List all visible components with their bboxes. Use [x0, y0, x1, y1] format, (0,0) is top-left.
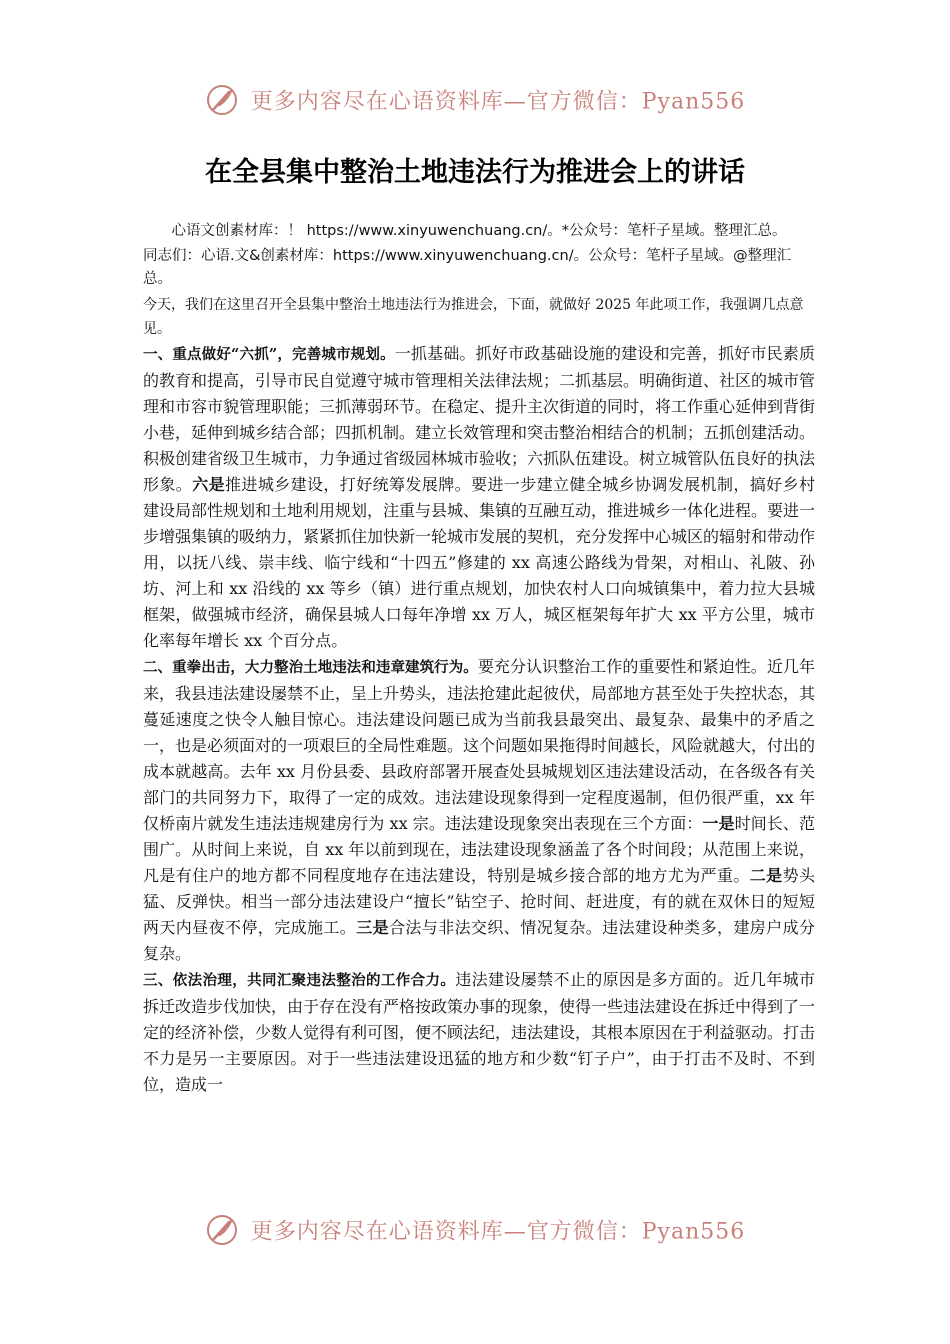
- section-3-paragraph: [143, 967, 815, 1098]
- section-2-paragraph: [143, 654, 815, 967]
- quill-logo-icon: [205, 83, 239, 117]
- section-1-text-1: 一抓基础。抓好市政基础设施的建设和完善，抓好市民素质的教育和提高，引导市民自觉遵守城市管理相关法律法规；二抓基层。明确街道、社区的城市管理和市容市貌管理职能；三抓薄弱环节。在稳定、提升主次街道的同时，将工作重心延伸到背街小巷，延伸到城乡结合部；四抓机制。建立长效管理和突击整治相结合的机制；五抓创建活动。积极创建省级卫生城市，力争通过省级园林城市验收；六抓队伍建设。树立城管队伍良好的执法形象。: [143, 344, 816, 494]
- footer-banner-text: 更多内容尽在心语资料库—官方微信：Pyan556: [250, 1219, 746, 1245]
- section-1-paragraph: [143, 341, 815, 654]
- document-body: [143, 220, 815, 1098]
- quill-logo-icon: [205, 1213, 239, 1247]
- footer-banner: [0, 1213, 950, 1247]
- section-3-heading: 三、依法治理，共同汇聚违法整治的工作合力。: [143, 972, 456, 989]
- section-2-text-3: 势头猛、反弹快。相当一部分违法建设户“擅长”钻空子、抢时间、赶进度，有的就在双休日的短短两天内昼夜不停，完成施工。: [143, 866, 815, 937]
- section-2-text-2: 时间长、范围广。从时间上来说，自 xx 年以前到现在，违法建设现象涵盖了各个时间段；从范围上来说，凡是有住户的地方都不同程度地存在违法建设，特别是城乡接合部的地方尤为严重。: [143, 814, 815, 885]
- section-2-bold-3: 三是: [356, 918, 389, 937]
- header-banner-text: 更多内容尽在心语资料库—官方微信：Pyan556: [250, 89, 746, 115]
- page-title: 在全县集中整治土地违法行为推进会上的讲话: [205, 157, 745, 188]
- meta-line-1: 心语文创素材库：！ https://www.xinyuwenchuang.cn/。*公众号：笔杆子星域。整理汇总。: [171, 223, 787, 239]
- section-3-text-1: 违法建设屡禁不止的原因是多方面的。近几年城市拆迁改造步伐加快，由于存在没有严格按政策办事的现象，使得一些违法建设在拆迁中得到了一定的经济补偿，少数人觉得有利可图，便不顾法纪，违法建设，其根本原因在于利益驱动。打击不力是另一主要原因。对于一些违法建设迅猛的地方和少数“钉子户”，由于打击不及时、不到位，造成一: [143, 970, 816, 1094]
- section-1-heading: 一、重点做好“六抓”，完善城市规划。: [143, 346, 395, 363]
- section-1-text-2: 推进城乡建设，打好统筹发展牌。要进一步建立健全城乡协调发展机制，搞好乡村建设局部性规划和土地利用规划，注重与县城、集镇的互融互动，推进城乡一体化进程。要进一步增强集镇的吸纳力，紧紧抓住加快新一轮城市发展的契机，充分发挥中心城区的辐射和带动作用，以抚八线、崇丰线、临宁线和“十四五”修建的 xx 高速公路线为骨架，对相山、礼陂、孙坊、河上和 xx 沿线的 xx 等乡（镇）进行重点规划，加快农村人口向城镇集中，着力拉大县城框架，做强城市经济，确保县城人口每年净增 xx 万人，城区框架每年扩大 xx 平方公里，城市化率每年增长 xx 个百分点。: [143, 475, 816, 650]
- section-2-text-4: 合法与非法交织、情况复杂。违法建设种类多，建房户成分复杂。: [143, 918, 815, 963]
- section-2-bold-2: 二是: [749, 866, 783, 885]
- section-2-heading: 二、重拳出击，大力整治土地违法和违章建筑行为。: [143, 659, 478, 676]
- section-2-bold-1: 一是: [702, 814, 735, 833]
- intro-paragraph: 今天，我们在这里召开全县集中整治土地违法行为推进会，下面，就做好 2025 年此项工作，我强调几点意见。: [143, 297, 804, 337]
- section-1-bold-1: 六是: [192, 475, 226, 494]
- meta-line-2: 同志们：心语.文&创素材库：https://www.xinyuwenchuang.cn/。公众号：笔杆子星域。@整理汇总。: [143, 248, 792, 287]
- section-2-text-1: 要充分认识整治工作的重要性和紧迫性。近几年来，我县违法建设屡禁不止，呈上升势头，违法抢建此起彼伏，局部地方甚至处于失控状态，其蔓延速度之快令人触目惊心。违法建设问题已成为当前我县最突出、最复杂、最集中的矛盾之一，也是必须面对的一项艰巨的全局性难题。这个问题如果拖得时间越长，风险就越大，付出的成本就越高。去年 xx 月份县委、县政府部署开展查处县城规划区违法建设活动，在各级各有关部门的共同努力下，取得了一定的成效。违法建设现象得到一定程度遏制，但仍很严重，xx 年仅桥南片就发生违法违规建房行为 xx 宗。违法建设现象突出表现在三个方面：: [143, 657, 816, 833]
- header-banner: [0, 83, 950, 117]
